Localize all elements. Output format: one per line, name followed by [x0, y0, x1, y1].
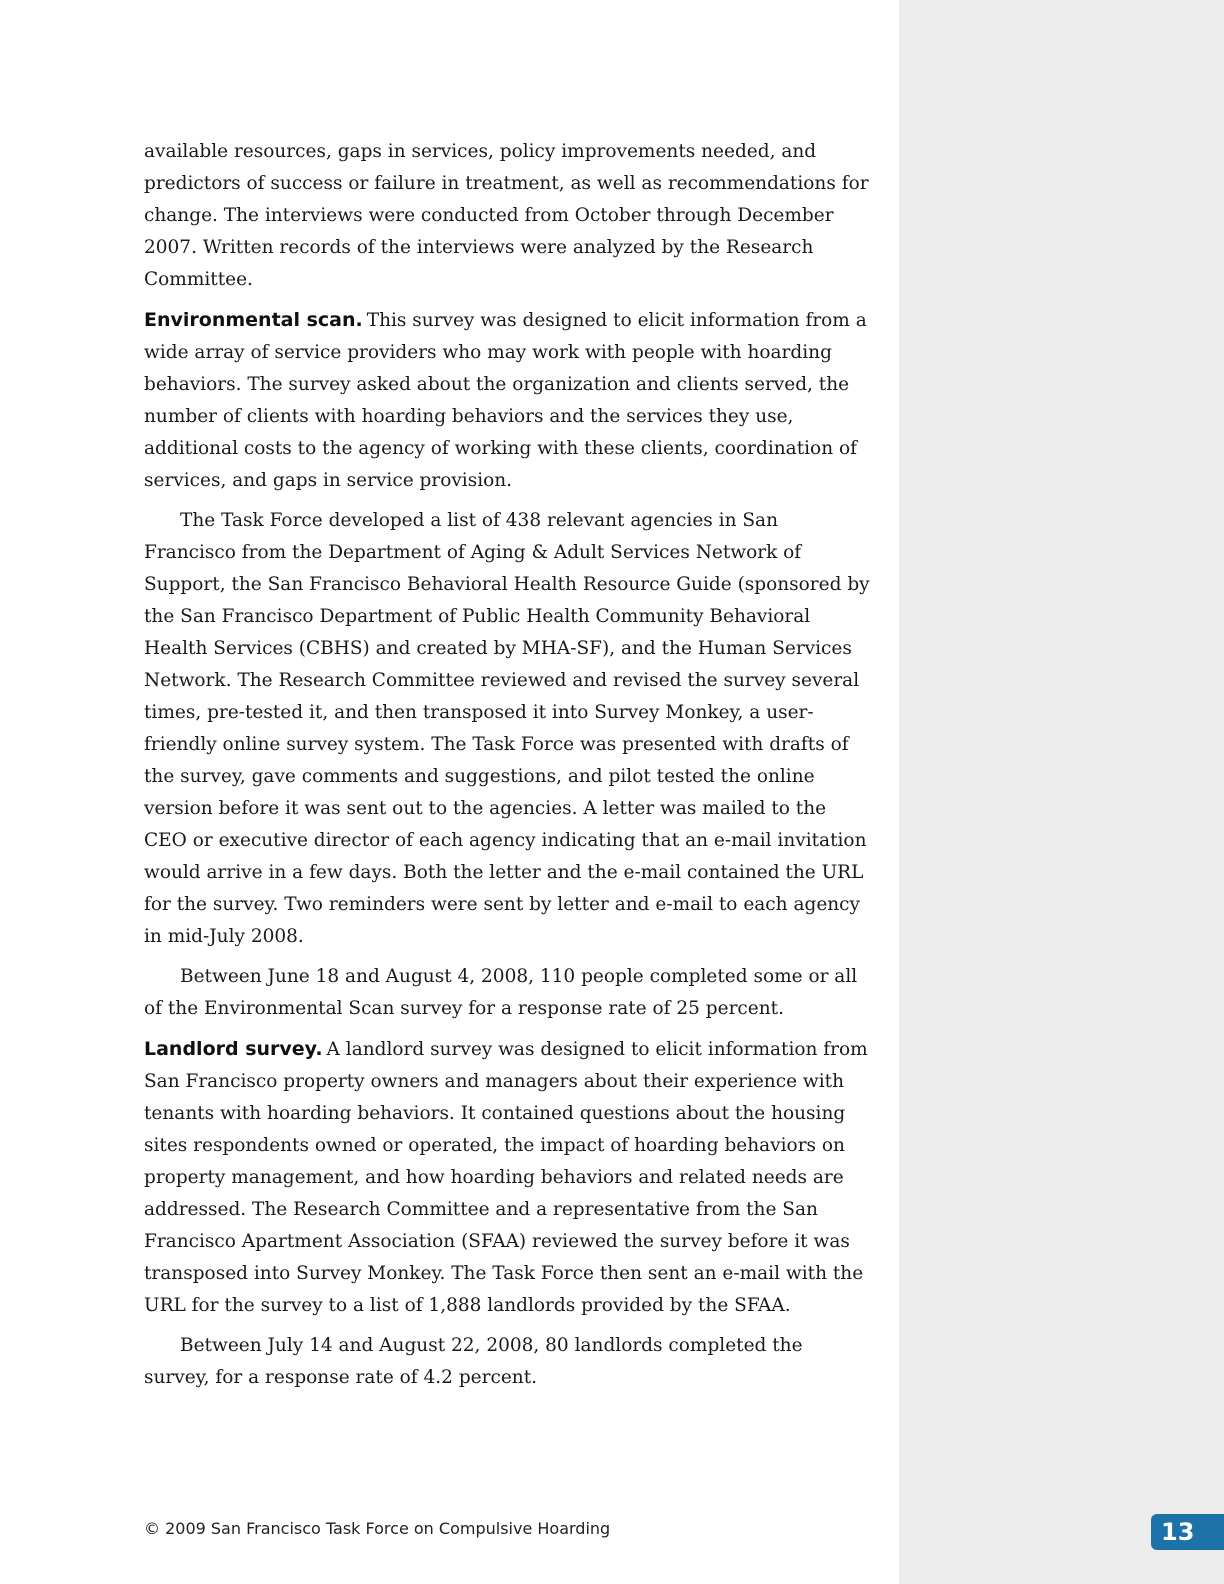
paragraph-agency-list: The Task Force developed a list of 438 relevant agencies in San Francisco from the Department of Aging & Adult Services Network of Support, the San Francisco Behavioral Health Resource Guide (sponsored by the San Francisco Department of Public Health Community Behavioral Health Services (CBHS) and created by MHA-SF), and the Human Services Network. The Research Committee reviewed and revised the survey several times, pre-tested it, and then transposed it into Survey Monkey, a user-friendly online survey system. The Task Force was presented with drafts of the survey, gave comments and suggestions, and pilot tested the online version before it was sent out to the agencies. A letter was mailed to the CEO or executive director of each agency indicating that an e-mail invitation would arrive in a few days. Both the letter and the e-mail contained the URL for the survey. Two reminders were sent by letter and e-mail to each agency in mid-July 2008. — [144, 510, 870, 947]
environmental-scan-heading: Environmental scan. — [144, 309, 363, 331]
paragraph-interviews: available resources, gaps in services, policy improvements needed, and predictors of success or failure in treatment, as well as recommendations for change. The interviews were conducted from October through December 2007. Written records of the interviews were analyzed by the Research Committee. — [144, 141, 869, 290]
paragraph-landlord-response: Between July 14 and August 22, 2008, 80 landlords completed the survey, for a response rate of 4.2 percent. — [144, 1335, 803, 1388]
page-number-badge: 13 — [1151, 1514, 1224, 1550]
footer-copyright: © 2009 San Francisco Task Force on Compulsive Hoarding — [144, 1519, 611, 1538]
body-text — [144, 136, 870, 1402]
environmental-scan-text: This survey was designed to elicit information from a wide array of service providers who may work with people with hoarding behaviors. The survey asked about the organization and clients served, the number of clients with hoarding behaviors and the services they use, additional costs to the agency of working with these clients, coordination of services, and gaps in service provision. — [144, 310, 867, 491]
paragraph-environmental-scan — [144, 304, 870, 497]
paragraph-environmental-response: Between June 18 and August 4, 2008, 110 people completed some or all of the Environmental Scan survey for a response rate of 25 percent. — [144, 966, 858, 1019]
landlord-survey-text: A landlord survey was designed to elicit information from San Francisco property owners and managers about their experience with tenants with hoarding behaviors. It contained questions about the housing sites respondents owned or operated, the impact of hoarding behaviors on property management, and how hoarding behaviors and related needs are addressed. The Research Committee and a representative from the San Francisco Apartment Association (SFAA) reviewed the survey before it was transposed into Survey Monkey. The Task Force then sent an e-mail with the URL for the survey to a list of 1,888 landlords provided by the SFAA. — [144, 1039, 868, 1316]
right-margin-band — [899, 0, 1224, 1584]
landlord-survey-heading: Landlord survey. — [144, 1038, 323, 1060]
paragraph-landlord-survey — [144, 1033, 870, 1322]
